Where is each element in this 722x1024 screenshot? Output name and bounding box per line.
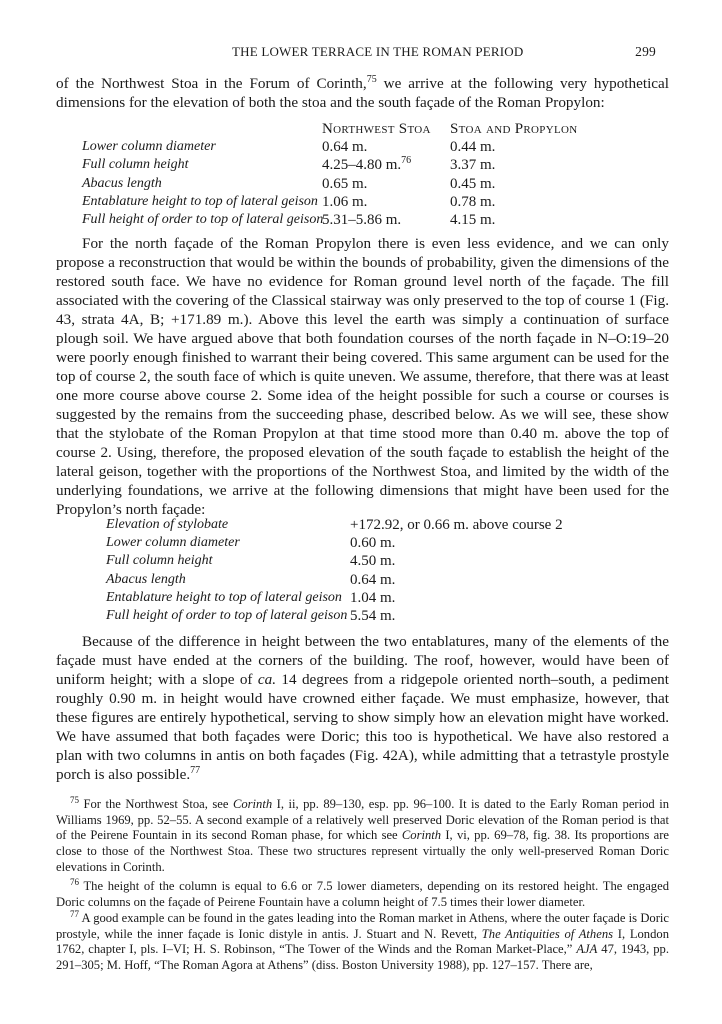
row-label: Lower column diameter (106, 535, 240, 551)
dimension-value: 1.04 m. (350, 589, 396, 606)
row-label: Entablature height to top of lateral geison (82, 193, 318, 209)
northwest-stoa-value: 1.06 m. (322, 193, 368, 210)
row-label: Lower column diameter (82, 139, 216, 155)
page-header (56, 44, 656, 64)
table-row (82, 156, 577, 174)
para3-ca: ca. (257, 671, 276, 688)
dimensions-table-north (106, 516, 563, 625)
stoa-propylon-value: 3.37 m. (450, 157, 496, 174)
table-row (106, 534, 563, 552)
footnote-number: 76 (70, 877, 79, 887)
table-row (106, 552, 563, 570)
para2-text: For the north façade of the Roman Propylon there is even less evidence, and we can only propose a reconstruction that would be within the bounds of probability, given the dimensions of the restored south face. We have no evidence for Roman ground level north of the façade. The fill associated with the covering of the Classical stairway was only preserved to the top of course 1 (Fig. 43, strata 4A, B; +171.89 m.). Above this level the earth was simply a continuation of surface plough soil. We have argued above that both foundation courses of the north façade in N–O:19–20 were poorly enough finished to warrant their being covered. This same argument can be used for the top of course 2, the south face of which is quite uneven. We assume, therefore, that there was at least one more course above course 2. Some idea of the height possible for such a course or courses is suggested by the remains from the succeeding phase, described below. As we will see, these show that the stylobate of the Roman Propylon at that time stood more than 0.40 m. above the top of course 2. Using, therefore, the proposed elevation of the south façade to establish the height of the lateral geison, together with the proportions of the Northwest Stoa, and limited by the width of the underlying foundations, we arrive at the following dimensions that might have been used for the Propylon’s north façade: (56, 235, 669, 518)
row-label: Full height of order to top of lateral geison (106, 608, 348, 624)
footnote-ref-76[interactable]: 76 (401, 155, 412, 167)
northwest-stoa-value: 5.31–5.86 m. (322, 212, 402, 229)
dimension-value: 4.50 m. (350, 553, 396, 570)
column-header-northwest-stoa: Northwest Stoa (322, 121, 431, 137)
footnote-76: $^{76}$ The height of the column is equal to 6.6 or 7.5 lower diameters, depending on its restored height. The engaged Doric columns on the façade of Peirene Fountain have a column height of 7.5 times their lower diameter. (56, 877, 669, 909)
dimension-value: 5.54 m. (350, 608, 396, 625)
footnote-75: $^{75}$ For the Northwest Stoa, see Corinth I, ii, pp. 89–130, esp. pp. 96–100. It is dated to the Early Roman period in Williams 1969, pp. 52–55. A second example of a relatively well preserved Doric elevation of the Roman period is that of the Peirene Fountain in its second Roman phase, for which see Corinth I, vi, pp. 69–78, fig. 38. Its proportions are close to those of the Northwest Stoa. These two structures represent virtually the only well-preserved Roman Doric elevations in Corinth. (56, 795, 669, 874)
row-label: Entablature height to top of lateral geison (106, 589, 342, 605)
table-row (106, 607, 563, 625)
paragraph-north-facade (56, 234, 669, 519)
row-label: Full column height (82, 157, 189, 173)
dimensions-table-south (82, 120, 577, 229)
row-label: Full height of order to top of lateral geison (82, 212, 324, 228)
para3-text-b: 14 degrees from a ridgepole oriented north–south, a pediment roughly 0.90 m. in height would have crowned either façade. We must emphasize, however, that these figures are entirely hypothetical, serving to show simply how an elevation might have worked. We have assumed that both façades were Doric; this too is hypothetical. We have also restored a plan with two columns in antis on both façades (Fig. 42A), while admitting that a tetrastyle prostyle porch is also possible. (56, 671, 669, 783)
row-label: Abacus length (82, 175, 162, 191)
running-title: THE LOWER TERRACE IN THE ROMAN PERIOD (232, 44, 524, 59)
stoa-propylon-value: 0.44 m. (450, 139, 496, 156)
northwest-stoa-value: 4.25–4.80 m. (322, 157, 402, 174)
table-row (82, 175, 577, 193)
northwest-stoa-value: 0.65 m. (322, 175, 368, 192)
footnote-ref-77[interactable]: 77 (190, 765, 201, 776)
para1-text-a: of the Northwest Stoa in the Forum of Corinth, (56, 75, 367, 92)
footnote-77: $^{77}$ A good example can be found in the gates leading into the Roman market in Athens, where the outer façade is Doric prostyle, while the inner façade is Ionic distyle in antis. J. Stuart and N. Revett, The Antiquities of Athens I, London 1762, chapter I, pls. I–VI; H. S. Robinson, “The Tower of the Winds and the Roman Market-Place,” AJA 47, 1943, pp. 291–305; M. Hoff, “The Roman Agora at Athens” (diss. Boston University 1988), pp. 127–157. There are, (56, 909, 670, 973)
footnote-number: 77 (70, 909, 79, 919)
row-label: Full column height (106, 553, 213, 569)
table-row (82, 193, 577, 211)
dimension-value: 0.60 m. (350, 535, 396, 552)
para1-text-b: we arrive at the following very hypothetical dimensions for the elevation of both the stoa and the south façade of the Roman Propylon: (56, 75, 670, 111)
table-row (82, 211, 577, 229)
table-row (106, 589, 563, 607)
table-row (106, 571, 563, 589)
para3-text-a: Because of the difference in height between the two entablatures, many of the elements of the façade must have ended at the corners of the building. The roof, however, would have been of uniform height; with a slope of (56, 633, 669, 688)
footnote-number: 75 (70, 795, 79, 805)
paragraph-conclusion (56, 632, 669, 784)
footnote-ref-75[interactable]: 75 (366, 74, 377, 85)
column-header-stoa-and-propylon: Stoa and Propylon (450, 121, 578, 137)
row-label: Abacus length (106, 571, 186, 587)
northwest-stoa-value: 0.64 m. (322, 139, 368, 156)
paragraph-intro (56, 74, 669, 112)
stoa-propylon-value: 0.45 m. (450, 175, 496, 192)
dimension-value: +172.92, or 0.66 m. above course 2 (350, 517, 563, 533)
table-row (106, 516, 563, 534)
table-header-row (82, 120, 577, 138)
stoa-propylon-value: 4.15 m. (450, 212, 496, 229)
dimension-value: 0.64 m. (350, 571, 396, 588)
page-number: 299 (635, 44, 656, 59)
table-row (82, 138, 577, 156)
row-label: Elevation of stylobate (106, 517, 229, 532)
stoa-propylon-value: 0.78 m. (450, 193, 496, 210)
